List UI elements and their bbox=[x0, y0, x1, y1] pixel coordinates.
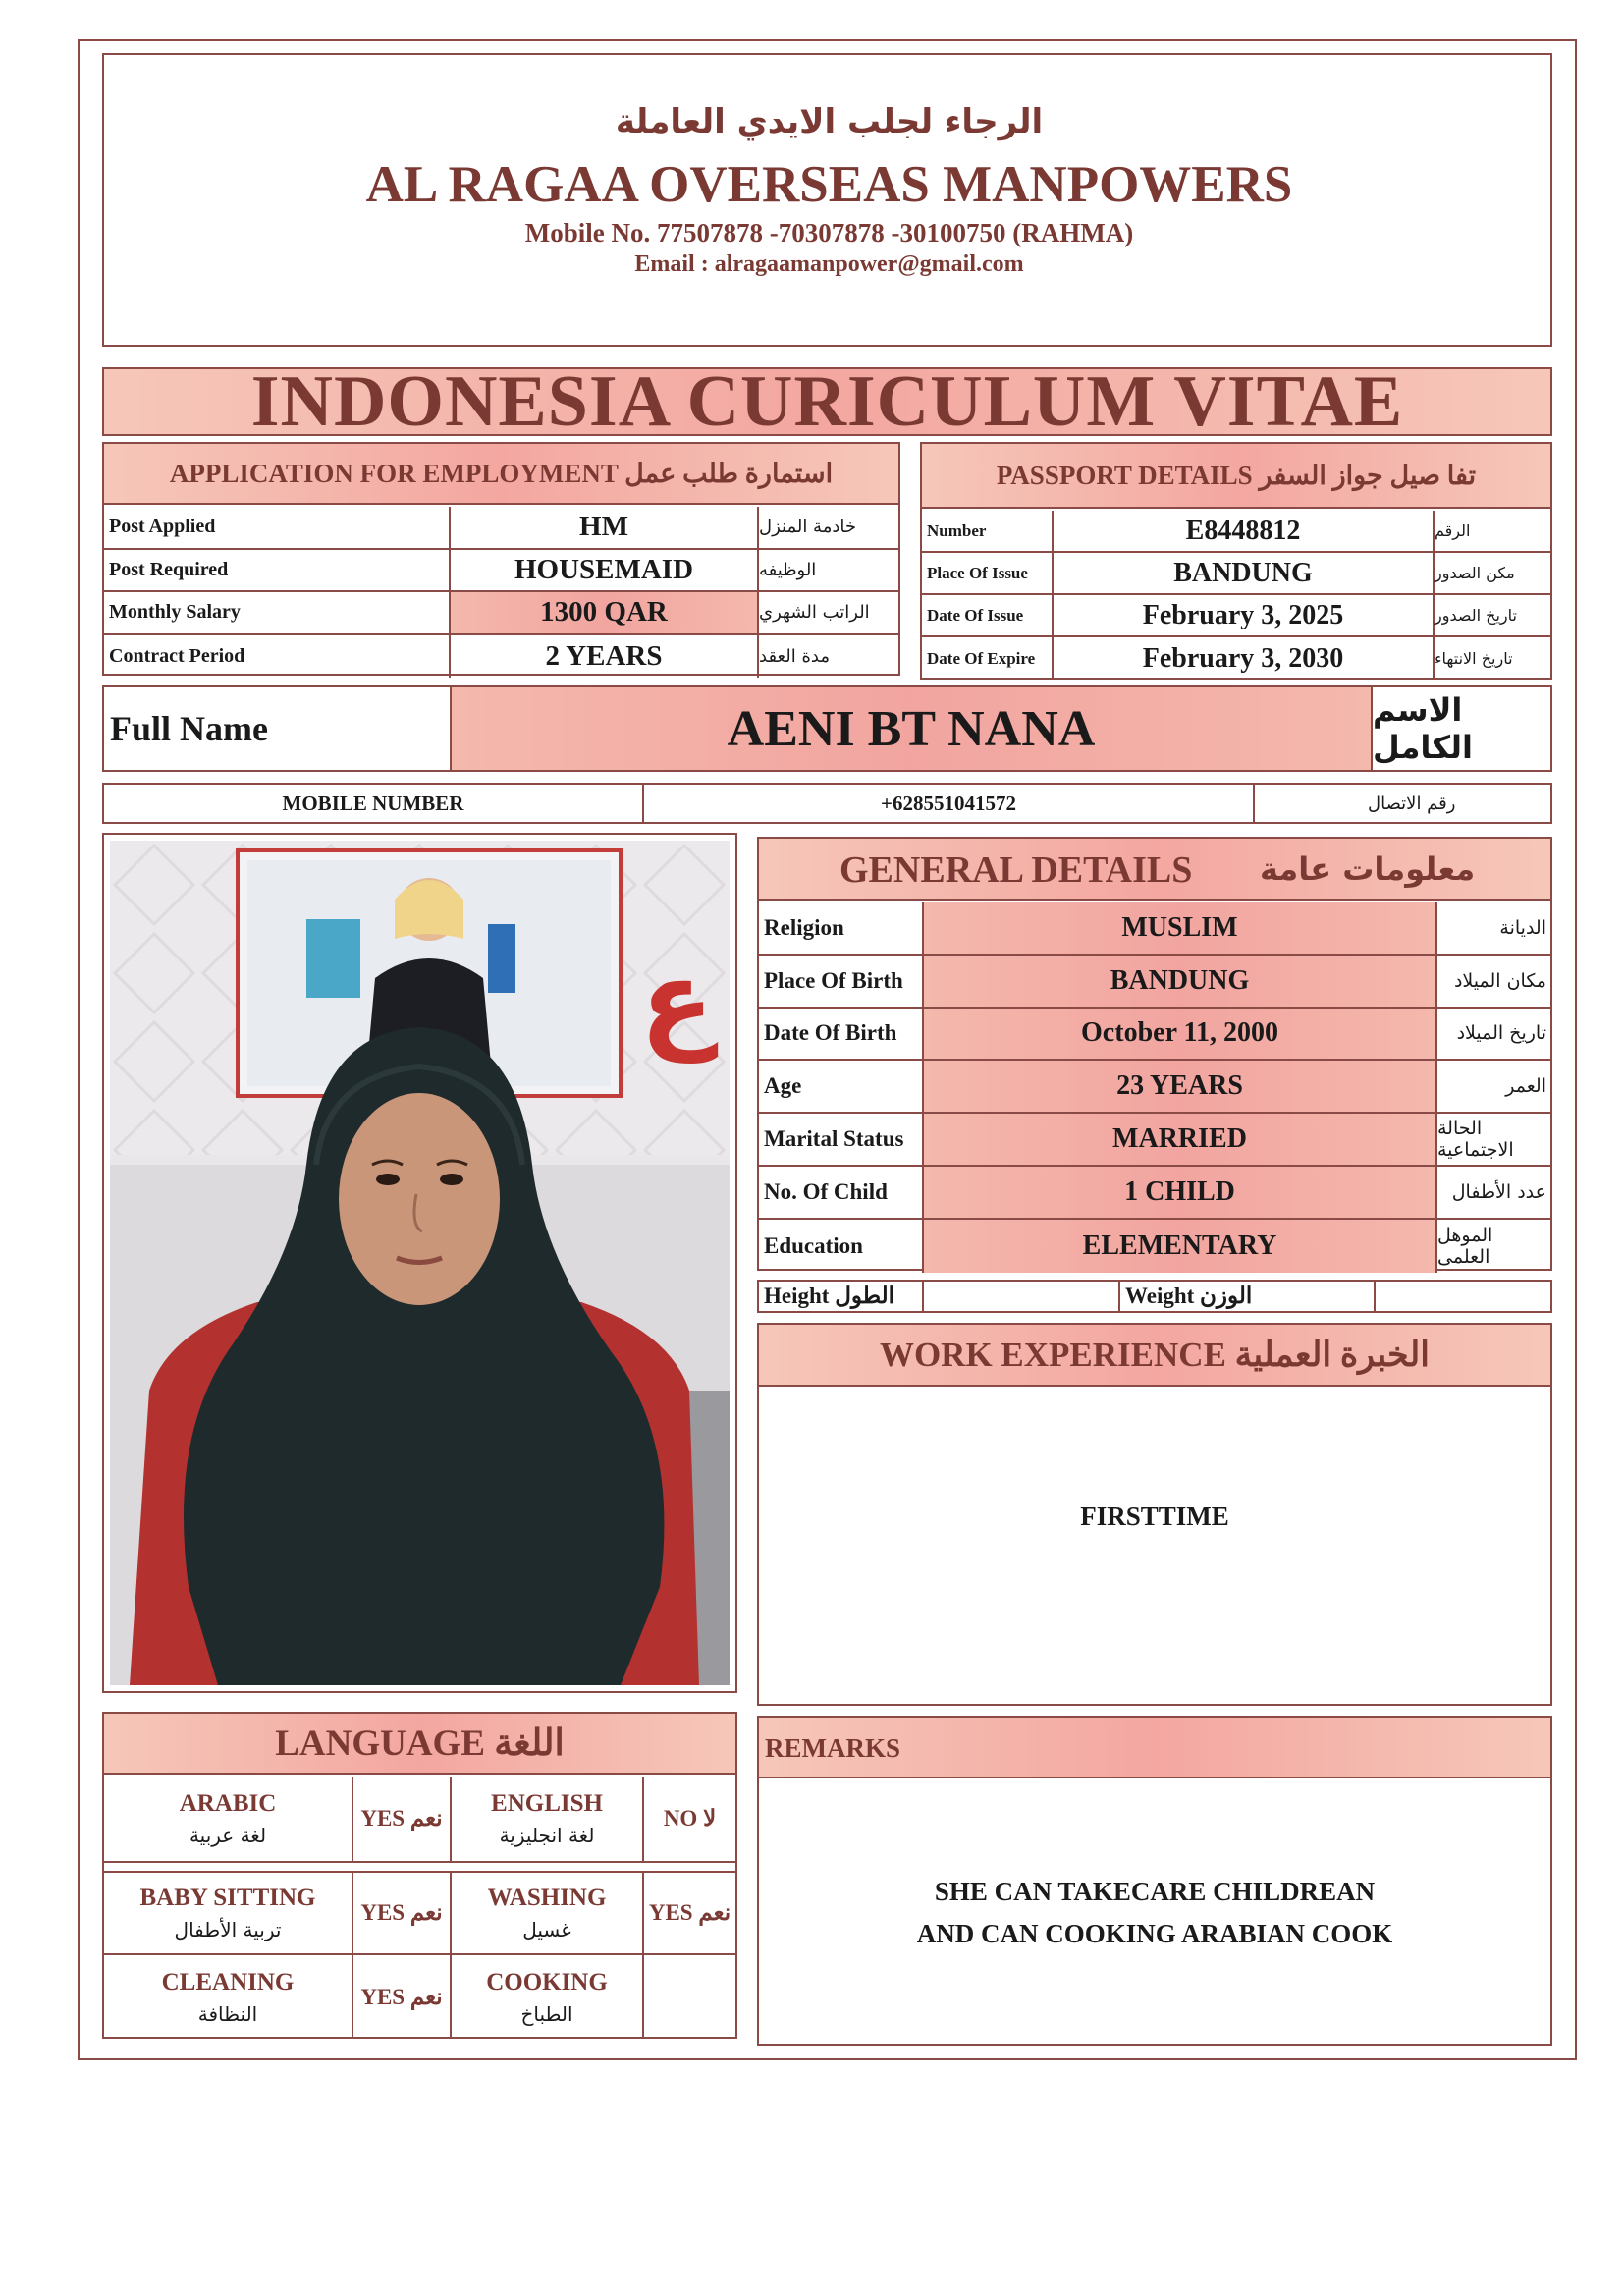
application-row-value: HM bbox=[451, 507, 759, 548]
language-skill-cell bbox=[104, 1955, 353, 2039]
application-row-arabic: خادمة المنزل bbox=[759, 517, 856, 538]
company-name: AL RAGAA OVERSEAS MANPOWERS bbox=[365, 156, 1293, 213]
full-name-row bbox=[102, 685, 1552, 772]
general-row-arabic: مكان الميلاد bbox=[1453, 969, 1546, 992]
application-row-label: Post Required bbox=[104, 550, 451, 591]
language-skill-cell bbox=[452, 1873, 644, 1953]
language-skill-arabic: الطباخ bbox=[520, 2001, 573, 2026]
passport-row bbox=[922, 553, 1550, 595]
remarks-line-1: SHE CAN TAKECARE CHILDREAN bbox=[934, 1877, 1376, 1906]
language-heading: LANGUAGE اللغة bbox=[104, 1714, 735, 1775]
company-mobile: Mobile No. 77507878 -70307878 -30100750 (RAHMA) bbox=[524, 218, 1134, 247]
language-skill-answer: NO لا bbox=[663, 1806, 717, 1831]
application-heading: APPLICATION FOR EMPLOYMENT استمارة طلب عمل bbox=[104, 444, 898, 505]
general-row-label: Marital Status bbox=[759, 1114, 924, 1165]
language-skill-arabic: النظافة bbox=[197, 2001, 258, 2026]
work-experience-section bbox=[757, 1323, 1552, 1706]
general-row-arabic: تاريخ الميلاد bbox=[1456, 1022, 1546, 1045]
general-details-section bbox=[757, 837, 1552, 1271]
passport-row-label: Place Of Issue bbox=[922, 553, 1054, 593]
passport-row-arabic: تاريخ الصدور bbox=[1435, 606, 1517, 625]
language-skill-answer: YES نعم bbox=[353, 1873, 452, 1953]
work-experience-heading: WORK EXPERIENCE الخبرة العملية bbox=[759, 1325, 1550, 1387]
general-details-heading: GENERAL DETAILS معلومات عامة bbox=[759, 839, 1550, 901]
height-weight-section bbox=[757, 1280, 1552, 1313]
passport-row-label: Date Of Expire bbox=[922, 637, 1054, 680]
general-row bbox=[759, 902, 1550, 956]
passport-row bbox=[922, 595, 1550, 637]
general-row-value: BANDUNG bbox=[924, 956, 1437, 1007]
application-row-value: HOUSEMAID bbox=[451, 550, 759, 591]
application-row-arabic: الوظيفه bbox=[759, 559, 817, 580]
work-experience-content: FIRSTTIME bbox=[1080, 1502, 1229, 1531]
language-skill-arabic: لغة عربية bbox=[189, 1824, 267, 1847]
passport-row-value: BANDUNG bbox=[1054, 553, 1435, 593]
general-row-value: MARRIED bbox=[924, 1114, 1437, 1165]
weight-label: Weight الوزن bbox=[1120, 1282, 1376, 1311]
passport-row-arabic: الرقم bbox=[1435, 521, 1471, 540]
general-row bbox=[759, 956, 1550, 1009]
company-header bbox=[102, 53, 1552, 347]
general-row-arabic: الحالة الاجتماعية bbox=[1437, 1118, 1514, 1162]
application-row-arabic: مدة العقد bbox=[759, 645, 830, 667]
mobile-label: MOBILE NUMBER bbox=[104, 785, 644, 822]
language-skill-answer: YES نعم bbox=[353, 1955, 452, 2039]
remarks-line-2: AND CAN COOKING ARABIAN COOK bbox=[916, 1919, 1393, 1948]
general-row-value: October 11, 2000 bbox=[924, 1009, 1437, 1060]
general-row bbox=[759, 1061, 1550, 1114]
application-row-label: Monthly Salary bbox=[104, 592, 451, 633]
general-row bbox=[759, 1167, 1550, 1220]
mobile-value: +628551041572 bbox=[644, 785, 1255, 822]
passport-row-value: February 3, 2030 bbox=[1054, 637, 1435, 680]
general-row bbox=[759, 1220, 1550, 1273]
full-name-label: Full Name bbox=[104, 687, 452, 770]
application-row-value: 1300 QAR bbox=[451, 592, 759, 633]
candidate-face bbox=[339, 1093, 500, 1305]
passport-section bbox=[920, 442, 1552, 680]
company-email: Email : alragaamanpower@gmail.com bbox=[634, 251, 1024, 277]
remarks-heading: REMARKS bbox=[759, 1718, 1550, 1778]
passport-row bbox=[922, 511, 1550, 553]
passport-heading: PASSPORT DETAILS تفا صيل جواز السفر bbox=[922, 444, 1550, 509]
passport-row-arabic: مكن الصدور bbox=[1435, 564, 1515, 582]
language-skill-answer: YES نعم bbox=[353, 1777, 452, 1861]
language-section bbox=[102, 1712, 737, 2039]
height-value bbox=[924, 1282, 1120, 1311]
language-skill-name: COOKING bbox=[486, 1968, 608, 1995]
company-arabic-name: الرجاء لجلب الايدي العاملة bbox=[615, 102, 1044, 141]
passport-row bbox=[922, 637, 1550, 680]
application-row bbox=[104, 592, 898, 635]
application-section bbox=[102, 442, 900, 676]
general-row-value: 1 CHILD bbox=[924, 1167, 1437, 1218]
full-name-arabic: الاسم الكامل bbox=[1373, 691, 1473, 766]
remarks-section bbox=[757, 1716, 1552, 2046]
language-row bbox=[104, 1777, 735, 1863]
language-skill-answer: YES نعم bbox=[648, 1900, 731, 1925]
application-row bbox=[104, 507, 898, 550]
general-row-value: 23 YEARS bbox=[924, 1061, 1437, 1112]
general-row-label: Date Of Birth bbox=[759, 1009, 924, 1060]
passport-row-label: Number bbox=[922, 511, 1054, 551]
application-row bbox=[104, 635, 898, 679]
general-row-value: ELEMENTARY bbox=[924, 1220, 1437, 1273]
general-row-label: Education bbox=[759, 1220, 924, 1273]
application-row-value: 2 YEARS bbox=[451, 635, 759, 679]
language-skill-cell bbox=[452, 1777, 644, 1861]
language-skill-name: WASHING bbox=[487, 1885, 607, 1911]
application-row-label: Post Applied bbox=[104, 507, 451, 548]
general-row-arabic: الموهل العلمى bbox=[1437, 1224, 1493, 1268]
general-row-label: Place Of Birth bbox=[759, 956, 924, 1007]
full-name-value: AENI BT NANA bbox=[452, 687, 1373, 770]
general-row bbox=[759, 1114, 1550, 1167]
mobile-row bbox=[102, 783, 1552, 824]
candidate-photo bbox=[102, 833, 737, 1693]
application-row-arabic: الراتب الشهري bbox=[759, 602, 870, 624]
language-skill-cell bbox=[104, 1873, 353, 1953]
weight-value bbox=[1376, 1282, 1550, 1311]
general-row-label: No. Of Child bbox=[759, 1167, 924, 1218]
language-skill-cell bbox=[104, 1777, 353, 1861]
general-row-value: MUSLIM bbox=[924, 902, 1437, 954]
height-label: Height الطول bbox=[759, 1282, 924, 1311]
passport-row-arabic: تاريخ الانتهاء bbox=[1435, 649, 1513, 668]
cv-banner bbox=[102, 360, 1552, 442]
general-row-arabic: العمر bbox=[1505, 1075, 1546, 1098]
cv-banner-title: INDONESIA CURICULUM VITAE bbox=[250, 360, 1404, 442]
language-skill-cell bbox=[452, 1955, 644, 2039]
language-skill-name: CLEANING bbox=[161, 1968, 295, 1995]
general-row-arabic: الديانة bbox=[1499, 916, 1546, 939]
mobile-arabic: رقم الاتصال bbox=[1368, 793, 1456, 814]
passport-row-value: February 3, 2025 bbox=[1054, 595, 1435, 635]
passport-row-label: Date Of Issue bbox=[922, 595, 1054, 635]
general-row bbox=[759, 1009, 1550, 1062]
language-skill-name: BABY SITTING bbox=[139, 1885, 316, 1911]
candidate-photo-image bbox=[110, 841, 730, 1685]
poster-letter: ع bbox=[640, 937, 715, 1063]
language-skill-arabic: تربية الأطفال bbox=[174, 1918, 282, 1941]
passport-row-value: E8448812 bbox=[1054, 511, 1435, 551]
general-row-label: Religion bbox=[759, 902, 924, 954]
language-skill-arabic: غسيل bbox=[522, 1918, 571, 1941]
language-skill-arabic: لغة انجليزية bbox=[499, 1824, 595, 1847]
language-row bbox=[104, 1871, 735, 1955]
application-row bbox=[104, 550, 898, 593]
language-skill-name: ARABIC bbox=[179, 1790, 277, 1817]
application-row-label: Contract Period bbox=[104, 635, 451, 679]
general-row-label: Age bbox=[759, 1061, 924, 1112]
language-row bbox=[104, 1955, 735, 2039]
language-skill-name: ENGLISH bbox=[491, 1790, 603, 1817]
general-row-arabic: عدد الأطفال bbox=[1451, 1180, 1546, 1203]
language-skill-answer bbox=[644, 1955, 735, 2039]
